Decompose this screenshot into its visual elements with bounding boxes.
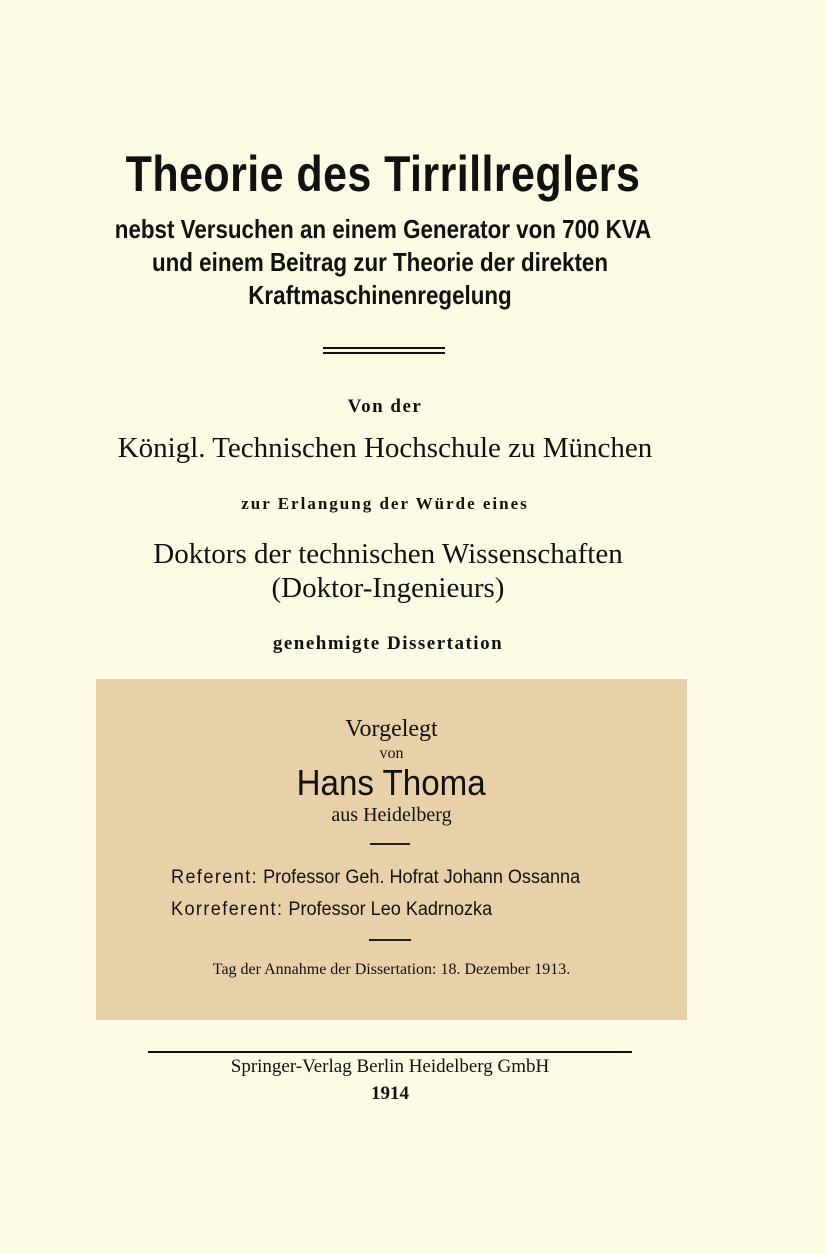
short-rule-divider — [369, 939, 411, 941]
publication-year: 1914 — [371, 1083, 409, 1104]
subtitle-line-2: und einem Beitrag zur Theorie der direkten — [151, 247, 608, 277]
short-rule-divider — [370, 843, 410, 845]
korreferent-line — [171, 899, 492, 921]
double-rule-divider — [323, 347, 445, 354]
subtitle-line-1: nebst Versuchen an einem Generator von 700 KVA — [114, 214, 652, 244]
degree-title: Doktors der technischen Wissenschaften — [153, 538, 623, 570]
publisher-rule — [148, 1051, 632, 1053]
vorgelegt-text: Vorgelegt — [345, 716, 438, 742]
referent-role: Referent: — [171, 867, 259, 888]
author-origin: aus Heidelberg — [331, 804, 452, 826]
institution-name: Königl. Technischen Hochschule zu München — [117, 432, 653, 464]
referent-line — [171, 867, 580, 889]
author-name: Hans Thoma — [296, 762, 486, 803]
korreferent-name: Professor Leo Kadrnozka — [288, 899, 493, 920]
book-title: Theorie des Tirrillreglers — [125, 146, 641, 202]
degree-short: (Doktor-Ingenieurs) — [271, 572, 505, 604]
erlangung-text: zur Erlangung der Würde eines — [241, 494, 529, 513]
korreferent-role: Korreferent: — [171, 899, 284, 920]
von-text: von — [379, 745, 404, 762]
publisher-name: Springer-Verlag Berlin Heidelberg GmbH — [230, 1056, 550, 1077]
referent-name: Professor Geh. Hofrat Johann Ossanna — [263, 867, 581, 888]
acceptance-date: Tag der Annahme der Dissertation: 18. Dezember 1913. — [212, 961, 571, 978]
submission-box — [96, 679, 687, 1020]
subtitle-line-3: Kraftmaschinenregelung — [248, 280, 512, 310]
dissertation-label: genehmigte Dissertation — [272, 633, 504, 654]
von-der-text: Von der — [347, 396, 423, 417]
